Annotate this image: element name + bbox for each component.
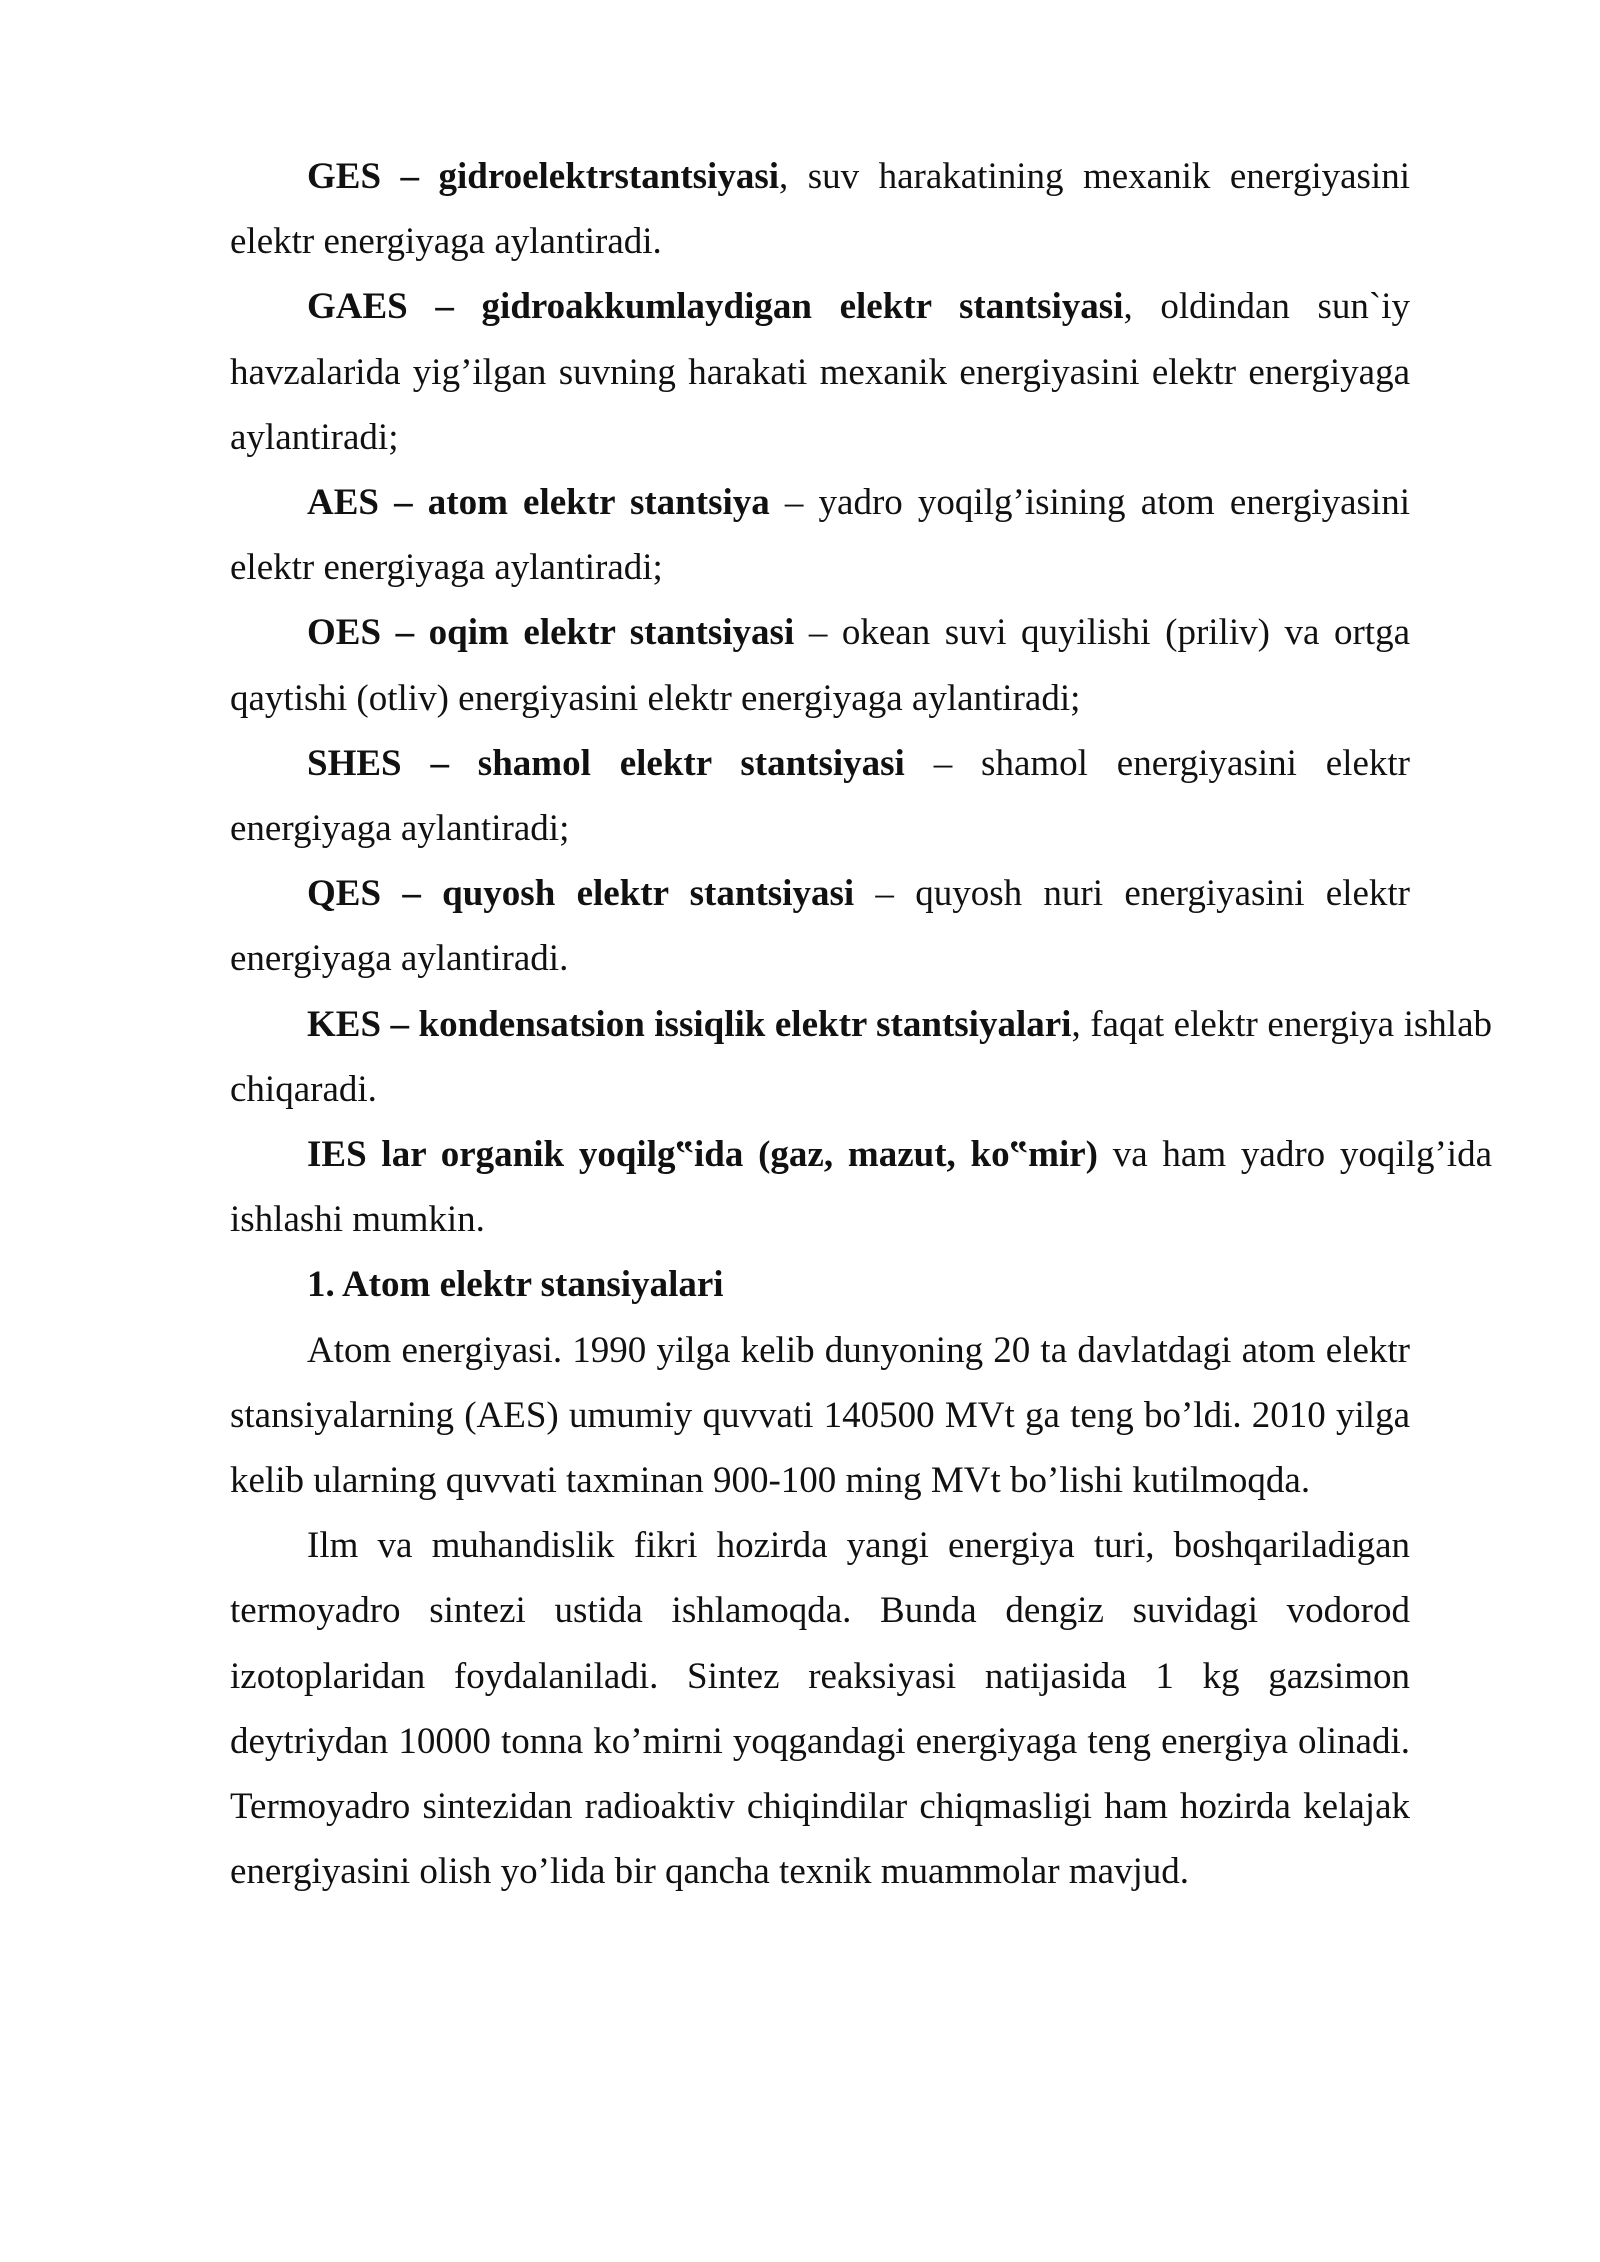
definition-text: – yadro yoqilg’isining atom energiyasini elektr energiyaga aylantiradi;	[230, 482, 1410, 589]
definition-aes	[230, 470, 1410, 600]
definition-text: , suv harakatining mexanik energiyasini elektr energiyaga aylantiradi.	[230, 156, 1410, 263]
section-heading: 1. Atom elektr stansiyalari	[307, 1264, 724, 1306]
body-paragraph: Atom energiyasi. 1990 yilga kelib dunyoning 20 ta davlatdagi atom elektr stansiyalarning (AES) umumiy quvvati 140500 MVt ga teng bo’ldi. 2010 yilga kelib ularning quvvati taxminan 900-100 ming MVt bo’lishi kutilmoqda.	[230, 1329, 1410, 1502]
definition-term: QES – quyosh elektr stantsiyasi	[307, 873, 855, 915]
definition-term: GAES – gidroakkumlaydigan elektr stantsiyasi	[307, 286, 1124, 328]
definition-term: IES lar organik yoqilg‟ida (gaz, mazut, ko‟mir)	[307, 1134, 1098, 1176]
definition-kes	[230, 992, 1492, 1122]
definition-oes	[230, 600, 1410, 730]
definition-gaes	[230, 274, 1410, 470]
definition-text: , oldindan sun`iy havzalarida yig’ilgan suvning harakati mexanik energiyasini elektr energiyaga aylantiradi;	[230, 286, 1411, 458]
definition-term: SHES – shamol elektr stantsiyasi	[307, 742, 905, 784]
definition-term: KES – kondensatsion issiqlik elektr stantsiyalari	[307, 1003, 1072, 1045]
page-content	[230, 144, 1492, 1904]
definition-shes	[230, 731, 1410, 861]
definition-text: – shamol energiyasini elektr energiyaga aylantiradi;	[230, 742, 1410, 850]
definition-qes	[230, 861, 1410, 991]
definition-text: va ham yadro yoqilg’ida ishlashi mumkin.	[230, 1134, 1492, 1241]
definition-term: GES – gidroelektrstantsiyasi	[307, 156, 779, 197]
definition-ges	[230, 144, 1410, 274]
definition-text: – okean suvi quyilishi (priliv) va ortga qaytishi (otliv) energiyasini elektr energiyaga aylantiradi;	[230, 612, 1411, 719]
definition-term: AES – atom elektr stantsiya	[307, 482, 770, 524]
definition-term: OES – oqim elektr stantsiyasi	[307, 612, 795, 654]
body-paragraph: Ilm va muhandislik fikri hozirda yangi energiya turi, boshqariladigan termoyadro sintezi ustida ishlamoqda. Bunda dengiz suvidagi vodorod izotoplaridan foydalaniladi. Sintez reaksiyasi natijasida 1 kg gazsimon deytriydan 10000 tonna ko’mirni yoqgandagi energiyaga teng energiya olinadi. Termoyadro sintezidan radioaktiv chiqindilar chiqmasligi ham hozirda kelajak energiyasini olish yo’lida bir qancha texnik muammolar mavjud.	[230, 1525, 1410, 1893]
definition-text: , faqat elektr energiya ishlab chiqaradi.	[230, 1003, 1492, 1110]
definition-text: – quyosh nuri energiyasini elektr energiyaga aylantiradi.	[230, 873, 1411, 980]
definition-ies	[230, 1122, 1492, 1252]
